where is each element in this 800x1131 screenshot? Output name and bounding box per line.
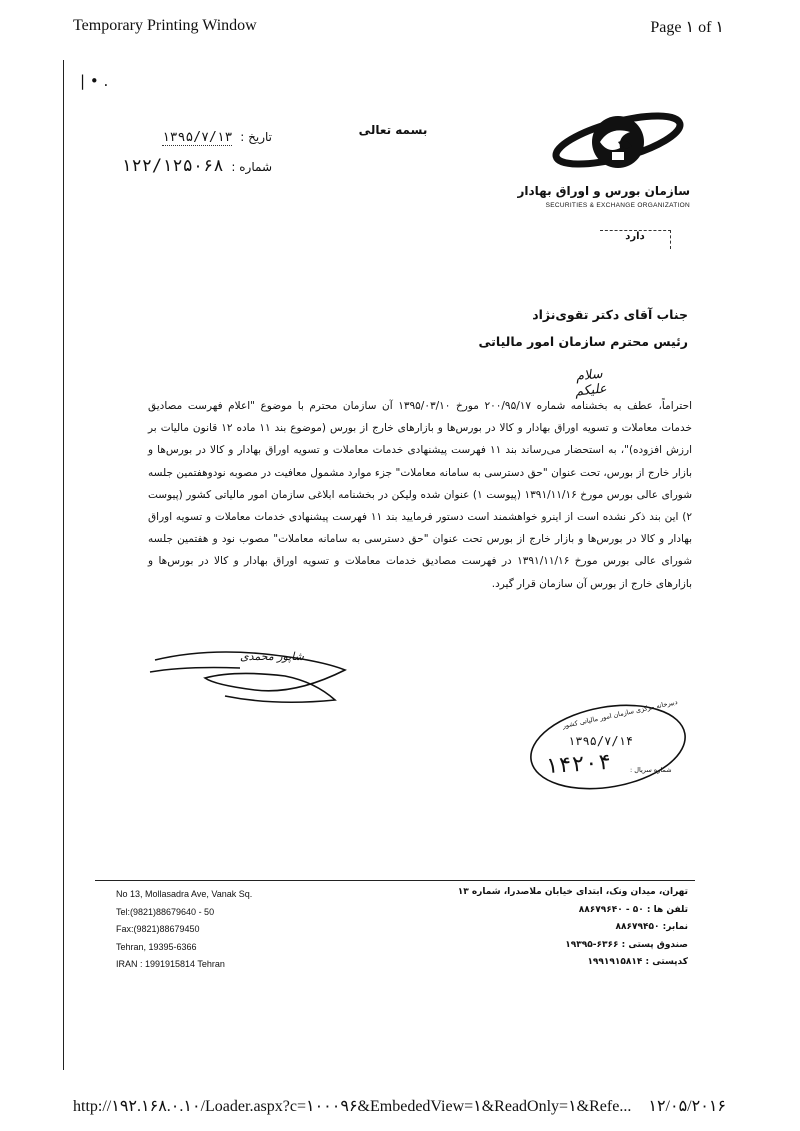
stamp-date: ۱۳۹۵/۷/۱۴ (568, 734, 634, 748)
code-fa: کدپستی : ۱۹۹۱۹۱۵۸۱۴ (587, 957, 688, 967)
organization-name-fa: سازمان بورس و اوراق بهادار (517, 184, 690, 198)
fax-en: Fax:(9821)88679450 (116, 924, 200, 934)
salutation: سلام علیکم (574, 366, 608, 400)
recipient-title: رئیس محترم سازمان امور مالیاتی (478, 334, 688, 349)
print-date: ۱۲/۰۵/۲۰۱۶ (648, 1098, 726, 1115)
footer-contact-en (116, 886, 252, 974)
date-label: تاریخ : (240, 130, 272, 144)
attachment-label: دارد (600, 230, 671, 249)
signature (145, 640, 365, 710)
letter-body: احتراماً، عطف به بخشنامه شماره ۲۰۰/۹۵/۱۷ مورخ ۱۳۹۵/۰۳/۱۰ آن سازمان محترم با موضوع "اعلام فهرست مصادیق خدمات معاملات و تسویه اوراق بهادار و کالا در بورس‌ها و بازارهای خارج از بورس (موضوع بند ۱۱ ماده ۱۲ قانون مالیات بر ارزش افزوده)"، به استحضار می‌رساند بند ۱۱ فهرست پیشنهادی خدمات معاملات و تسویه اوراق بهادار و کالا در بورس‌ها و بازار خارج از بورس، تحت عنوان "حق دسترسی به سامانه معاملات" جزء موارد مشمول معافیت در مصوبه نودوهفتمین جلسه شورای عالی بورس مورخ ۱۳۹۱/۱۱/۱۶ (پیوست ۱) عنوان شده ولیکن در بخشنامه ابلاغی سازمان امور مالیاتی کشور (پیوست ۲) این بند ذکر نشده است از اینرو خواهشمند است دستور فرمایید بند ۱۱ فهرست پیشنهادی خدمات معاملات و تسویه اوراق بهادار و کالا در بورس‌ها و بازار خارج از بورس تحت عنوان "حق دسترسی به سامانه معاملات" مصوب نود و هفتمین جلسه شورای عالی بورس مورخ ۱۳۹۱/۱۱/۱۶ در فهرست مصادیق خدمات معاملات و تسویه اوراق بهادار و کالا در بورس‌ها و بازارهای خارج از بورس آن سازمان قرار گیرد. (148, 400, 693, 590)
received-stamp (520, 697, 690, 795)
address-en: No 13, Mollasadra Ave, Vanak Sq. (116, 889, 253, 899)
fax-fa: نمابر: ۸۸۶۷۹۴۵۰ (615, 922, 688, 932)
footer-rule (95, 880, 695, 881)
tel-fa: تلفن ها : ۵۰ - ۸۸۶۷۹۶۴۰ (578, 904, 688, 915)
page-indicator: Page ۱ of ۱ (650, 19, 724, 36)
address-fa: تهران، میدان ونک، ابتدای خیابان ملاصدرا، شماره ۱۳ (457, 887, 688, 897)
footer-contact-fa (458, 884, 688, 972)
postal-fa: صندوق پستی : ۶۳۶۶-۱۹۳۹۵ (565, 939, 688, 950)
stamp-number: ۱۴۲۰۴ (544, 749, 613, 780)
date-value: ۱۳۹۵/۷/۱۳ (161, 130, 233, 145)
postal-en: Tehran, 19395-6366 (116, 941, 197, 952)
number-label: شماره : (231, 160, 272, 174)
recipient-name: جناب آقای دکتر تقوی‌نژاد (532, 307, 688, 322)
organization-logo (517, 102, 690, 214)
number-value: ۱۲۲/۱۲۵۰۶۸ (121, 156, 224, 176)
margin-rule (63, 60, 64, 1070)
signature-name: شاپور محمدی (240, 650, 304, 663)
letter-date (142, 130, 272, 145)
basmala: بسمه تعالی (358, 123, 428, 137)
stamp-number-label: شماره سریال : (630, 766, 672, 774)
tel-en: Tel:(9821)88679640 - 50 (116, 906, 215, 917)
window-title: Temporary Printing Window (73, 17, 257, 34)
corner-mark: | • . (80, 72, 109, 90)
print-url: http://۱۹۲.۱۶۸.۰.۱۰/Loader.aspx?c=۱۰۰۰۹۶&EmbededView=۱&ReadOnly=۱&Refe... (73, 1098, 632, 1115)
organization-name-en: SECURITIES & EXCHANGE ORGANIZATION (545, 202, 690, 209)
seo-emblem-icon (548, 102, 688, 182)
letter-number (100, 156, 272, 176)
stamp-header: دبیرخانه مرکزی سازمان امور مالیاتی کشور (561, 697, 679, 731)
recipient-block (479, 301, 688, 355)
code-en: IRAN : 1991915814 Tehran (116, 959, 225, 969)
